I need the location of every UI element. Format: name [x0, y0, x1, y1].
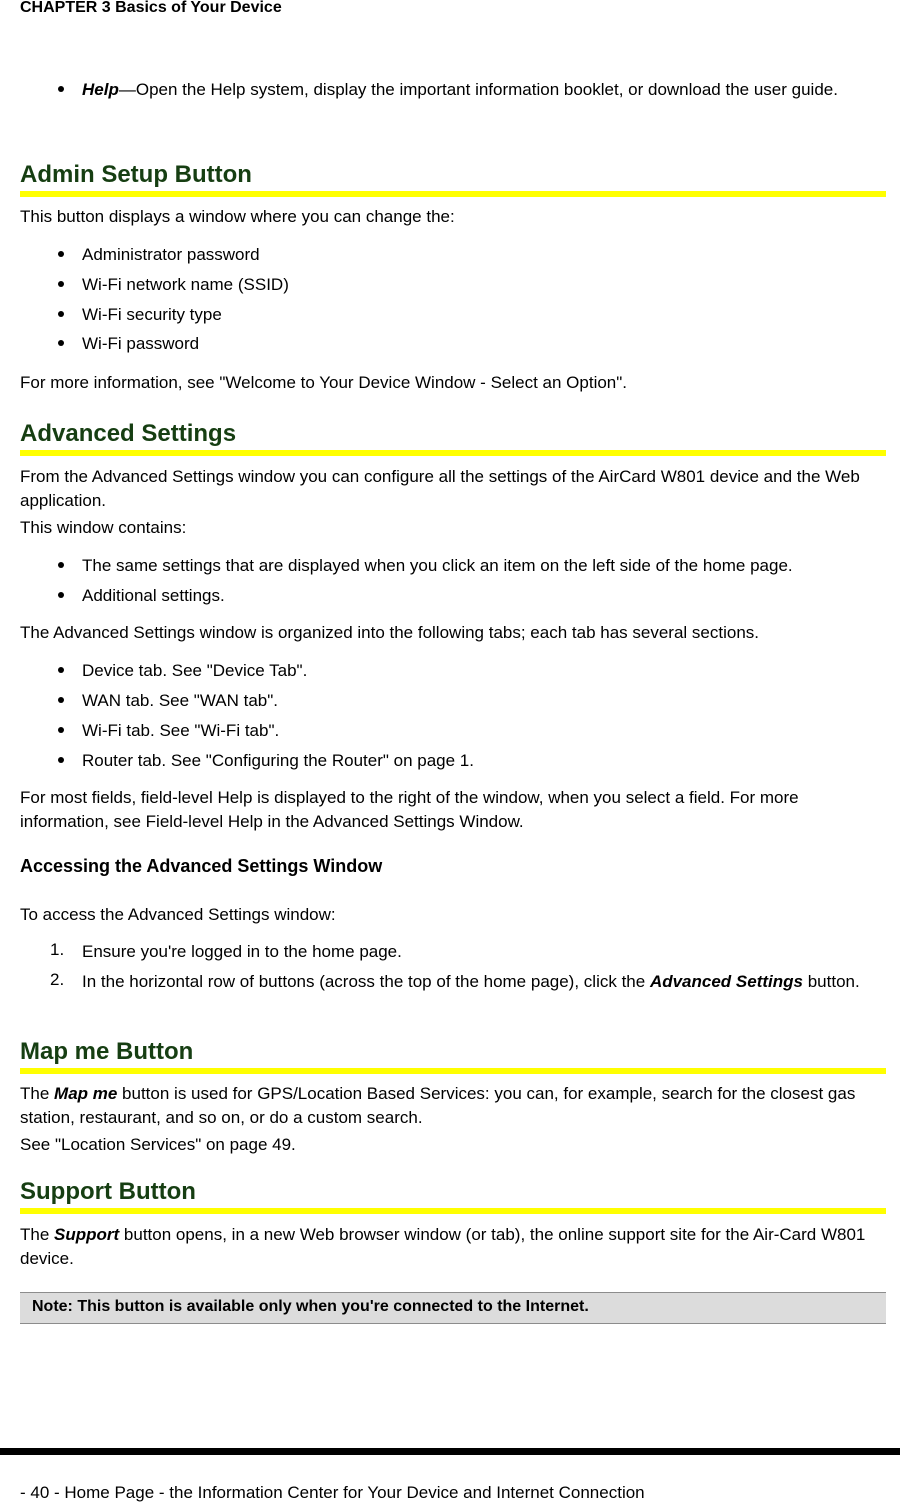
- footer-rule: [0, 1448, 900, 1455]
- map-me-description: [20, 1082, 886, 1130]
- advanced-settings-tabs-intro: The Advanced Settings window is organized into the following tabs; each tab has several sections.: [20, 623, 759, 642]
- heading-rule: [20, 191, 886, 197]
- heading-rule: [20, 1068, 886, 1074]
- step-2-post: button.: [802, 972, 860, 991]
- bullet-dot: [58, 251, 64, 257]
- step-number: 2.: [50, 970, 65, 989]
- bullet-dot: [58, 757, 64, 763]
- accessing-intro: To access the Advanced Settings window:: [20, 905, 336, 924]
- step-2: [82, 970, 882, 993]
- bullet-dot: [58, 592, 64, 598]
- advanced-settings-heading: Advanced Settings: [20, 420, 237, 447]
- list-item: Additional settings.: [82, 586, 225, 605]
- help-text: —Open the Help system, display the important information booklet, or download the user guide.: [118, 80, 838, 99]
- list-item: Wi-Fi password: [82, 334, 200, 353]
- list-item: Wi-Fi security type: [82, 305, 222, 324]
- chapter-header: CHAPTER 3 Basics of Your Device: [20, 0, 282, 16]
- list-item: Wi-Fi tab. See "Wi-Fi tab".: [82, 721, 280, 740]
- admin-setup-more-info: For more information, see "Welcome to Your Device Window - Select an Option".: [20, 373, 628, 392]
- list-item: Device tab. See "Device Tab".: [82, 661, 308, 680]
- advanced-settings-term: Advanced Settings: [649, 972, 803, 991]
- support-heading: Support Button: [20, 1178, 196, 1205]
- list-item: The same settings that are displayed when you click an item on the left side of the home page.: [82, 556, 793, 575]
- map-me-see: See "Location Services" on page 49.: [20, 1135, 296, 1154]
- note-box: [20, 1292, 886, 1324]
- accessing-heading: Accessing the Advanced Settings Window: [20, 856, 383, 876]
- list-item: Wi-Fi network name (SSID): [82, 275, 289, 294]
- bullet-dot: [58, 697, 64, 703]
- list-item: Administrator password: [82, 245, 260, 264]
- bullet-dot: [58, 667, 64, 673]
- advanced-settings-intro: From the Advanced Settings window you can configure all the settings of the AirCard W801 device and the Web application.: [20, 467, 860, 510]
- list-item: WAN tab. See "WAN tab".: [82, 691, 278, 710]
- support-term: Support: [54, 1225, 120, 1244]
- bullet-dot: [58, 86, 64, 92]
- help-item: [82, 78, 882, 101]
- heading-rule: [20, 1208, 886, 1214]
- page-footer: - 40 - Home Page - the Information Center for Your Device and Internet Connection: [20, 1483, 645, 1502]
- list-item: Router tab. See "Configuring the Router" on page 1.: [82, 751, 474, 770]
- map-me-post: button is used for GPS/Location Based Services: you can, for example, search for the closest gas station, restaurant, and so on, or do a custom search.: [20, 1084, 856, 1127]
- advanced-settings-field-help: For most fields, field-level Help is displayed to the right of the window, when you select a field. For more information, see Field-level Help in the Advanced Settings Window.: [20, 788, 799, 831]
- bullet-dot: [58, 340, 64, 346]
- map-me-pre: The: [20, 1084, 55, 1103]
- step-2-pre: In the horizontal row of buttons (across the top of the home page), click the: [82, 972, 650, 991]
- support-pre: The: [20, 1225, 55, 1244]
- note-text: Note: This button is available only when you're connected to the Internet.: [32, 1298, 589, 1315]
- admin-setup-intro: This button displays a window where you can change the:: [20, 207, 455, 226]
- help-term: Help: [82, 80, 119, 99]
- step-1: Ensure you're logged in to the home page.: [82, 942, 402, 961]
- support-post: button opens, in a new Web browser window (or tab), the online support site for the Air-Card W801 device.: [20, 1225, 866, 1268]
- bullet-dot: [58, 281, 64, 287]
- bullet-dot: [58, 727, 64, 733]
- bullet-dot: [58, 311, 64, 317]
- bullet-dot: [58, 562, 64, 568]
- admin-setup-heading: Admin Setup Button: [20, 161, 252, 188]
- support-description: [20, 1223, 886, 1271]
- heading-rule: [20, 450, 886, 456]
- map-me-term: Map me: [54, 1084, 118, 1103]
- step-number: 1.: [50, 940, 65, 959]
- map-me-heading: Map me Button: [20, 1038, 194, 1065]
- advanced-settings-contains: This window contains:: [20, 518, 187, 537]
